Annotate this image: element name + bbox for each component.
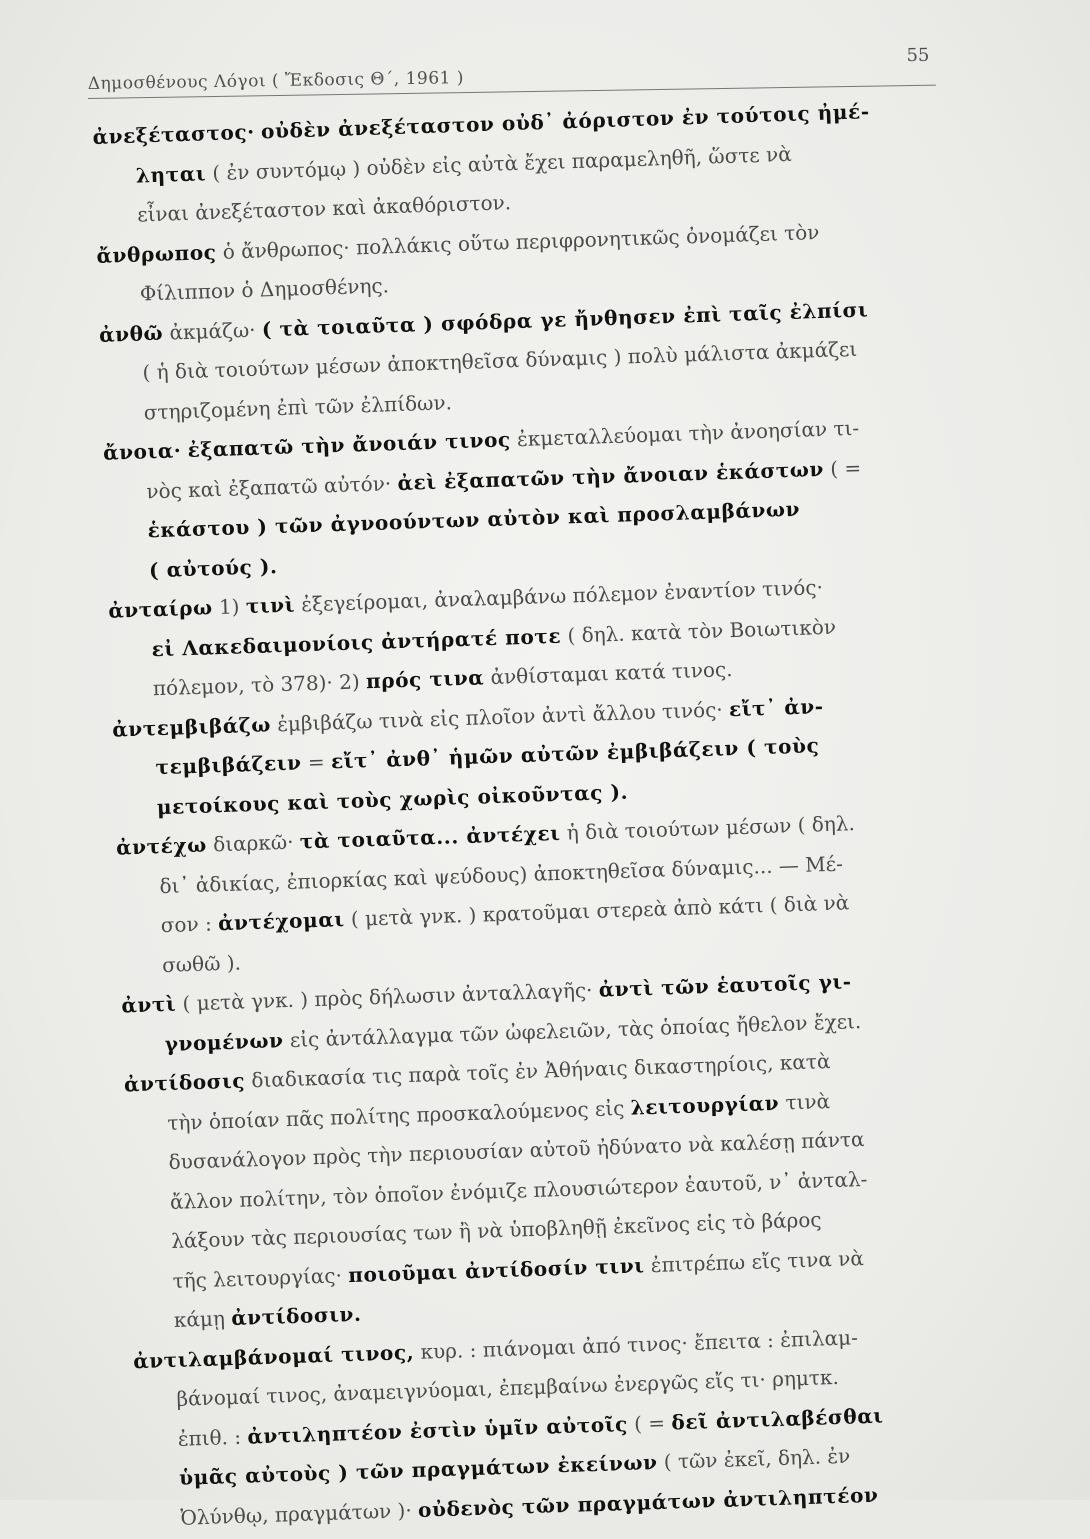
bold-phrase: ἀνεξέταστος· bbox=[92, 119, 256, 149]
gloss-text: Ὀλύνθῳ, πραγμάτων )· bbox=[180, 1497, 419, 1530]
gloss-text: ἀνθίσταμαι κατά τινος. bbox=[483, 657, 733, 690]
bold-phrase: γνομένων bbox=[164, 1027, 284, 1056]
gloss-text: ἐπιθ. : bbox=[177, 1424, 248, 1451]
gloss-text: ( μετὰ γνκ. ) κρατοῦμαι στερεὰ ἀπὸ κάτι ( διὰ νὰ bbox=[344, 890, 850, 932]
running-head bbox=[87, 44, 935, 99]
dictionary-entry bbox=[133, 1313, 1019, 1539]
gloss-text: ἐμβιβάζω τινὰ εἰς πλοῖον ἀντὶ ἄλλου τινός· bbox=[270, 696, 730, 736]
gloss-text: δι᾽ ἀδικίας, ἐπιορκίας καὶ ψεύδους) ἀποκτηθεῖσα δύναμις... — Μέ- bbox=[159, 851, 844, 898]
bold-phrase: ποιοῦμαι ἀντίδοσίν τινι bbox=[347, 1252, 645, 1287]
bold-phrase: ἀντέχομαι bbox=[217, 907, 345, 936]
bold-phrase: ( αὐτούς ). bbox=[148, 553, 278, 582]
page-number: 55 bbox=[906, 44, 930, 67]
dictionary-entry bbox=[116, 799, 1001, 986]
gloss-text: ἐπιτρέπω εἴς τινα νὰ bbox=[644, 1245, 865, 1277]
gloss-text: ὁ ἄνθρωπος· πολλάκις οὕτω περιφρονητικῶς ὀνομάζει τὸν bbox=[216, 219, 820, 264]
bold-phrase: μετοίκους καὶ τοὺς χωρὶς οἰκοῦντας ). bbox=[156, 779, 629, 819]
gloss-text: τινὰ bbox=[778, 1088, 831, 1115]
gloss-text: νὸς καὶ ἐξαπατῶ αὐτόν· bbox=[145, 470, 398, 503]
gloss-text: σωθῶ ). bbox=[161, 950, 242, 977]
bold-phrase: ἀεὶ ἐξαπατῶν τὴν ἄνοιαν ἑκάστων bbox=[397, 456, 825, 495]
gloss-text: διαρκῶ· bbox=[206, 829, 301, 857]
gloss-text: ἐξεγείρομαι, ἀναλαμβάνω πόλεμον ἐναντίον τινός· bbox=[294, 575, 824, 617]
bold-phrase: δεῖ ἀντιλαβέσθαι bbox=[671, 1402, 884, 1434]
bold-phrase: τινὶ bbox=[245, 592, 296, 619]
gloss-text: 1) bbox=[212, 594, 247, 620]
bold-phrase: λειτουργίαν bbox=[630, 1090, 780, 1120]
bold-phrase: τὰ τοιαῦτα... ἀντέχει bbox=[299, 820, 561, 854]
gloss-text: βάνομαί τινος, ἀναμειγνύομαι, ἐπεμβαίνω ἐνεργῶς εἴς τι· ρημτκ. bbox=[176, 1364, 840, 1411]
gloss-text: τὴν ὁποίαν πᾶς πολίτης προσκαλούμενος εἰς bbox=[166, 1095, 632, 1135]
bold-phrase: ἀνταίρω bbox=[107, 595, 214, 623]
gloss-text: δυσανάλογον πρὸς τὴν περιουσίαν αὐτοῦ ἠδύνατο νὰ καλέσῃ πάντα bbox=[168, 1126, 865, 1175]
gloss-text: τῆς λειτουργίας· bbox=[172, 1262, 349, 1293]
bold-phrase: ὑμᾶς αὐτοὺς ) τῶν πραγμάτων ἐκείνων bbox=[178, 1449, 658, 1490]
bold-phrase: ἀνθῶ bbox=[98, 320, 164, 347]
gloss-text: ( τῶν ἐκεῖ, δηλ. ἐν bbox=[657, 1443, 851, 1474]
bold-phrase: ἀντὶ τῶν ἑαυτοῖς γι- bbox=[598, 969, 852, 1002]
bold-phrase: ( τὰ τοιαῦτα ) σφόδρα γε ἤνθησεν ἐπὶ ταῖς ἐλπίσι bbox=[261, 296, 869, 341]
gloss-text: ( μετὰ γνκ. ) πρὸς δήλωσιν ἀνταλλαγῆς· bbox=[175, 977, 600, 1016]
gloss-text: Φίλιππον ὁ Δημοσθένης. bbox=[139, 273, 390, 306]
gloss-text: ἀκμάζω· bbox=[162, 316, 263, 345]
gloss-text: κυρ. : πιάνομαι ἀπό τινος· ἔπειτα : ἐπιλαμ- bbox=[413, 1324, 859, 1364]
bold-phrase: ἄνθρωπος bbox=[96, 239, 217, 268]
bold-phrase: ἀντεμβιβάζω bbox=[111, 711, 272, 742]
gloss-text: σον : bbox=[160, 911, 219, 938]
bold-phrase: ἀντίδοσις bbox=[123, 1068, 246, 1097]
gloss-text: ( δηλ. κατὰ τὸν Βοιωτικὸν bbox=[560, 614, 837, 648]
gloss-text: ( = bbox=[627, 1410, 672, 1436]
dictionary-entry bbox=[102, 405, 987, 592]
bold-phrase: εἴτ᾽ ἀνθ᾽ ἡμῶν αὐτῶν ἐμβιβάζειν ( τοὺς bbox=[330, 733, 820, 774]
bold-phrase: ἀντὶ bbox=[121, 991, 177, 1018]
gloss-text: εἰς ἀντάλλαγμα τῶν ὠφελειῶν, τὰς ὁποίας ἤθελον ἔχει. bbox=[283, 1008, 862, 1052]
running-head-title: Δημοσθένους Λόγοι ( Ἔκδοσις Θ΄, 1961 ) bbox=[87, 68, 465, 95]
gloss-text: κάμῃ bbox=[173, 1306, 232, 1332]
bold-phrase: τεμβιβάζειν bbox=[155, 750, 302, 780]
gloss-text: στηριζομένη ἐπὶ τῶν ἐλπίδων. bbox=[143, 389, 453, 424]
bold-phrase: εἴτ᾽ ἀν- bbox=[728, 693, 824, 721]
bold-phrase: ἄνοια· bbox=[102, 438, 182, 465]
gloss-text: ( ἐν συντόμῳ ) οὐδὲν εἰς αὐτὰ ἔχει παραμεληθῆ, ὥστε νὰ bbox=[205, 141, 793, 185]
bold-phrase: ληται bbox=[135, 160, 207, 188]
bold-phrase: εἰ Λακεδαιμονίοις ἀντήρατέ ποτε bbox=[151, 623, 562, 661]
bold-phrase: οὐδενὸς τῶν πραγμάτων ἀντιληπτέον bbox=[417, 1482, 879, 1522]
bold-phrase: ἀντέχω bbox=[115, 832, 208, 860]
dictionary-body bbox=[92, 89, 1019, 1539]
bold-phrase: ἑκάστου ) τῶν ἀγνοούντων αὐτὸν καὶ προσλαμβάνων bbox=[147, 496, 801, 543]
dictionary-entry bbox=[123, 1036, 1012, 1342]
bold-phrase: ἀντιλαμβάνομαί τινος, bbox=[132, 1339, 415, 1373]
gloss-text: εἶναι ἀνεξέταστον καὶ ἀκαθόριστον. bbox=[136, 190, 512, 227]
bold-phrase: ἐξαπατῶ τὴν ἄνοιάν τινος bbox=[187, 427, 512, 463]
gloss-text: ἄλλον πολίτην, τὸν ὁποῖον ἐνόμιζε πλουσιώτερον ἑαυτοῦ, ν᾽ ἀνταλ- bbox=[169, 1166, 868, 1214]
bold-phrase: ἀντίδοσιν. bbox=[230, 1301, 362, 1331]
gloss-text: διαδικασία τις παρὰ τοῖς ἐν Ἀθήναις δικαστηρίοις, κατὰ bbox=[244, 1049, 831, 1093]
gloss-text: ἐκμεταλλεύομαι τὴν ἀνοησίαν τι- bbox=[510, 415, 860, 452]
gloss-text: ἡ διὰ τοιούτων μέσων ( δηλ. bbox=[560, 811, 856, 845]
gloss-text: λάξουν τὰς περιουσίας των ἢ νὰ ὑποβληθῇ ἐκεῖνος εἰς τὸ βάρος bbox=[170, 1207, 822, 1253]
bold-phrase: οὐδὲν ἀνεξέταστον οὐδ᾽ ἀόριστον ἐν τούτοις ἠμέ- bbox=[260, 99, 871, 144]
bold-phrase: πρός τινα bbox=[365, 665, 485, 694]
gloss-text: πόλεμον, τὸ 378)· 2) bbox=[152, 669, 367, 701]
gloss-text: ( = bbox=[823, 455, 862, 481]
gloss-text: ( ἡ διὰ τοιούτων μέσων ἀποκτηθεῖσα δύναμις ) πολὺ μάλιστα ἀκμάζει bbox=[142, 336, 858, 385]
bold-phrase: ἀντιληπτέον ἐστὶν ὑμῖν αὐτοῖς bbox=[246, 1411, 629, 1449]
gloss-text: = bbox=[301, 749, 332, 775]
